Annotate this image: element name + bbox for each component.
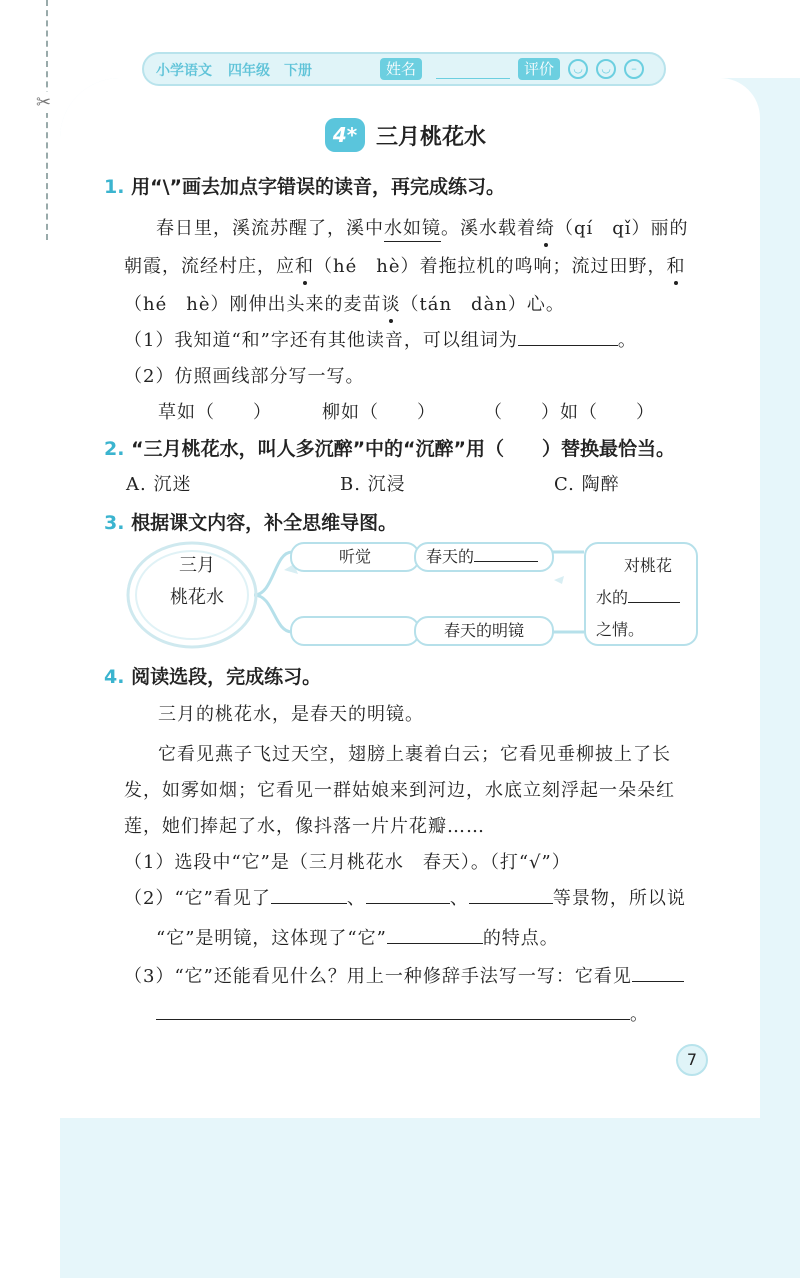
cut-line bbox=[46, 0, 48, 240]
mind-map-bottom-result: 春天的明镜 bbox=[414, 616, 554, 646]
q1-passage-line-3: （hé hè）刚伸出头来的麦苗谈（tán dàn）心。 bbox=[124, 294, 565, 315]
answer-blank[interactable] bbox=[518, 345, 618, 346]
happy-face-icon[interactable]: ◡ bbox=[568, 59, 588, 79]
reading-line-2: 发，如雾如烟；它看见一群姑娘来到河边，水底立刻浮起一朵朵红 bbox=[124, 780, 675, 801]
worksheet-header bbox=[142, 52, 666, 86]
rating-label: 评价 bbox=[518, 58, 560, 80]
name-label: 姓名 bbox=[380, 58, 422, 80]
mind-map-top-result: 春天的 bbox=[414, 542, 554, 572]
dotted-char: 和 bbox=[295, 256, 314, 277]
q4-sub-1[interactable]: （1）选段中“它”是（三月桃花水 春天）。（打“√”） bbox=[124, 852, 571, 873]
answer-blank[interactable] bbox=[156, 1019, 630, 1020]
mind-map-branch-empty[interactable] bbox=[290, 616, 420, 646]
answer-blank[interactable] bbox=[474, 561, 538, 562]
fill-item-1[interactable]: 草如（ ） bbox=[158, 402, 272, 423]
dotted-char: 和 bbox=[666, 256, 686, 277]
underlined-phrase: 水如镜 bbox=[384, 218, 441, 242]
neutral-face-icon[interactable]: – bbox=[624, 59, 644, 79]
q4-sub-3-answer-line: 。 bbox=[156, 1000, 649, 1026]
mind-map-branch-hearing: 听觉 bbox=[290, 542, 420, 572]
question-4-prompt: 4. 阅读选段，完成练习。 bbox=[104, 666, 322, 688]
question-1-prompt bbox=[104, 172, 505, 199]
fill-item-3[interactable]: （ ）如（ ） bbox=[484, 402, 655, 423]
page-number: 7 bbox=[676, 1044, 708, 1076]
q1-sub-1: （1）我知道“和”字还有其他读音，可以组词为 。 bbox=[124, 330, 637, 351]
reading-paragraph-1: 三月的桃花水，是春天的明镜。 bbox=[158, 704, 424, 725]
smile-face-icon[interactable]: ◡ bbox=[596, 59, 616, 79]
answer-blank[interactable] bbox=[628, 602, 680, 603]
option-b[interactable]: B. 沉浸 bbox=[340, 474, 406, 495]
reading-line-3: 莲，她们捧起了水，像抖落一片片花瓣…… bbox=[124, 816, 485, 837]
option-c[interactable]: C. 陶醉 bbox=[554, 474, 620, 495]
dotted-char: 绮 bbox=[536, 218, 555, 239]
name-input-line[interactable] bbox=[436, 78, 510, 79]
lesson-number-badge: 4* bbox=[325, 118, 365, 152]
term-label: 下册 bbox=[284, 63, 312, 79]
q1-sub-2: （2）仿照画线部分写一写。 bbox=[124, 366, 365, 387]
fill-item-2[interactable]: 柳如（ ） bbox=[322, 402, 436, 423]
q4-sub-3: （3）“它”还能看见什么？用上一种修辞手法写一写：它看见 bbox=[124, 962, 684, 988]
q1-passage-line-1: 春日里，溪流苏醒了，溪中水如镜。溪水载着绮（qí qǐ）丽的 bbox=[156, 214, 689, 240]
scissors-icon: ✂ bbox=[36, 92, 52, 113]
question-number: 1. bbox=[104, 176, 125, 198]
question-text: 用“\”画去加点字错误的读音，再完成练习。 bbox=[131, 176, 505, 198]
subject-label: 小学语文 bbox=[156, 63, 212, 79]
q4-sub-2-line-1: （2）“它”看见了 、 、 等景物，所以说 bbox=[124, 888, 686, 909]
q4-sub-2-line-2: “它”是明镜，这体现了“它” 的特点。 bbox=[156, 928, 559, 949]
question-3-prompt: 3. 根据课文内容，补全思维导图。 bbox=[104, 512, 398, 534]
grade-label: 四年级 bbox=[228, 63, 270, 79]
q1-passage-line-2: 朝霞，流经村庄，应和（hé hè）着拖拉机的鸣响；流过田野，和 bbox=[124, 256, 686, 277]
mind-map-feeling: 对桃花 水的 之情。 bbox=[584, 542, 698, 646]
lesson-title: 三月桃花水 bbox=[376, 125, 487, 150]
option-a[interactable]: A. 沉迷 bbox=[126, 474, 192, 495]
question-2-prompt: 2. “三月桃花水，叫人多沉醉”中的“沉醉”用（ ）替换最恰当。 bbox=[104, 438, 676, 460]
reading-line-1: 它看见燕子飞过天空，翅膀上裹着白云；它看见垂柳披上了长 bbox=[158, 744, 671, 765]
dotted-char: 谈 bbox=[381, 294, 401, 315]
mind-map-center: 三月 桃花水 bbox=[170, 555, 224, 608]
mind-map bbox=[124, 540, 714, 650]
